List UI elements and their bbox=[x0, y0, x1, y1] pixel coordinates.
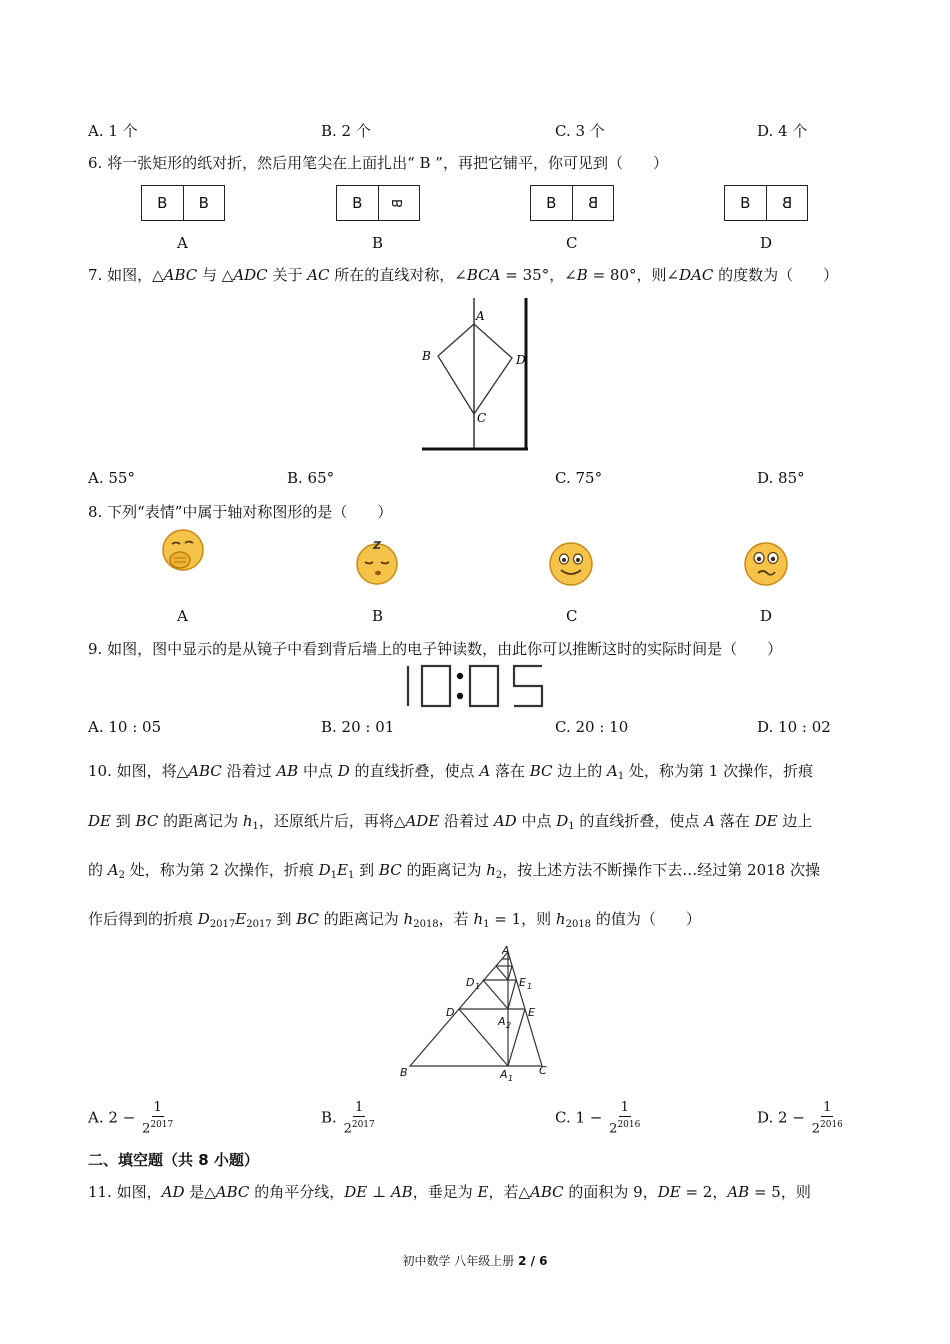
q10-option-a-den bbox=[142, 1117, 173, 1137]
q10-l3-e1: E bbox=[337, 861, 348, 879]
q11-ab: AB bbox=[390, 1183, 413, 1201]
q6-figure-c bbox=[530, 185, 614, 221]
q6-figure-b bbox=[336, 185, 420, 221]
q10-l3-a: 的 bbox=[88, 861, 108, 879]
q9-option-c: C. 20 : 10 bbox=[555, 718, 629, 736]
q10-l2-n: 的直线折叠，使点 bbox=[574, 812, 705, 830]
q10-option-b-exp: 2017 bbox=[351, 1120, 375, 1130]
q10-l3-bc: BC bbox=[378, 861, 402, 879]
q11-a: 11. 如图， bbox=[88, 1183, 162, 1201]
q10-l3-h-sub: 2 bbox=[495, 870, 503, 881]
q10-option-a-label: A. bbox=[88, 1108, 104, 1127]
q10-line-ea1 bbox=[508, 1009, 525, 1066]
q10-l4-bc: BC bbox=[296, 910, 319, 928]
q10-option-c-fraction bbox=[609, 1100, 640, 1137]
q10-l2-b: 到 bbox=[110, 812, 136, 830]
q6-label-a: A bbox=[177, 234, 188, 252]
q7-text-1: 7. 如图，△ bbox=[88, 266, 164, 284]
q10-option-c-num: 1 bbox=[620, 1100, 629, 1115]
q6-labels bbox=[0, 234, 950, 256]
q6-d-right-letter: B bbox=[781, 194, 792, 212]
q7-text-3: 关于 bbox=[267, 266, 308, 284]
q5-option-d: D. 4 个 bbox=[757, 122, 808, 140]
q7-abc: ABC bbox=[163, 266, 198, 284]
q10-l2-p: 落在 bbox=[715, 812, 755, 830]
q10-l2-h-sub: 1 bbox=[252, 821, 259, 832]
q6-label-d: D bbox=[760, 234, 773, 252]
q10-l3-h: h bbox=[486, 861, 496, 879]
q7-b: B bbox=[576, 266, 588, 284]
q9-mirror-clock bbox=[402, 662, 548, 710]
q10-figure bbox=[396, 946, 556, 1084]
q10-option-a bbox=[88, 1100, 175, 1137]
q10-line-3 bbox=[88, 859, 820, 881]
q10-option-b-label: B. bbox=[321, 1108, 337, 1127]
q10-option-c-label: C. bbox=[555, 1108, 571, 1127]
q10-l1-n: 处，称为第 1 次操作，折痕 bbox=[624, 762, 814, 780]
q10-option-b-base: 2 bbox=[343, 1121, 352, 1137]
q10-label-a2: A bbox=[498, 1015, 506, 1028]
q10-option-d-num: 1 bbox=[823, 1100, 832, 1115]
q11-ab2: AB bbox=[727, 1183, 750, 1201]
q6-b-left-letter: B bbox=[352, 194, 363, 212]
q10-label-e1-sub: 1 bbox=[527, 982, 533, 991]
q10-option-a-lead: 2 − bbox=[108, 1108, 136, 1127]
q10-l1-ab: AB bbox=[276, 762, 299, 780]
q10-option-b-num: 1 bbox=[355, 1100, 364, 1115]
q6-figure-d bbox=[724, 185, 808, 221]
q10-l3-k: 的距离记为 bbox=[401, 861, 487, 879]
q8-label-b: B bbox=[372, 607, 384, 625]
q8-emoji-c-icon bbox=[547, 540, 595, 588]
q11-abc: ABC bbox=[215, 1183, 250, 1201]
q7-ac: AC bbox=[307, 266, 330, 284]
q10-l4-d-sub: 2017 bbox=[209, 919, 236, 930]
q10-l4-d: D bbox=[197, 910, 210, 928]
q10-option-d-fraction bbox=[812, 1100, 843, 1137]
q7-option-c: C. 75° bbox=[555, 469, 603, 487]
q9-option-b: B. 20 : 01 bbox=[321, 718, 395, 736]
q10-l4-e: E bbox=[235, 910, 247, 928]
q10-option-d bbox=[757, 1100, 845, 1137]
q10-option-c-lead: 1 − bbox=[575, 1108, 603, 1127]
footer-text: 初中数学 八年级上册 bbox=[402, 1254, 519, 1268]
q10-l3-d1-sub: 1 bbox=[330, 870, 338, 881]
q11-de: DE bbox=[344, 1183, 368, 1201]
q6-c-left-letter: B bbox=[546, 194, 557, 212]
q10-l3-d1: D bbox=[318, 861, 331, 879]
q10-l2-r: 边上 bbox=[777, 812, 813, 830]
q10-label-e: E bbox=[528, 1006, 535, 1019]
q10-l4-h-text: 的距离记为 bbox=[319, 910, 404, 928]
q10-l4-h1: h bbox=[473, 910, 484, 928]
q11-o: = 2， bbox=[680, 1183, 728, 1201]
q10-option-d-base: 2 bbox=[811, 1121, 820, 1137]
q5-option-a: A. 1 个 bbox=[88, 122, 138, 140]
q10-label-d1-sub: 1 bbox=[475, 982, 481, 991]
q7-adc: ADC bbox=[233, 266, 268, 284]
q5-option-c: C. 3 个 bbox=[555, 122, 605, 140]
q7-text-5: = 35°，∠ bbox=[500, 266, 577, 284]
q10-l2-h: h bbox=[242, 812, 253, 830]
q10-label-e1: E bbox=[519, 976, 526, 989]
q6-label-c: C bbox=[566, 234, 578, 252]
q10-option-b-den bbox=[344, 1117, 375, 1137]
q10-label-c: C bbox=[539, 1064, 547, 1077]
q11-c: 是△ bbox=[184, 1183, 216, 1201]
q11-e-pt: E bbox=[477, 1183, 489, 1201]
q7-options bbox=[0, 469, 950, 491]
q10-option-c bbox=[555, 1100, 642, 1137]
q10-label-a1-sub: 1 bbox=[508, 1074, 514, 1083]
q10-label-d: D bbox=[446, 1006, 455, 1019]
q10-l4-h1-sub: 1 bbox=[483, 919, 490, 930]
q10-line-4 bbox=[88, 908, 701, 930]
q10-l1-d: D bbox=[337, 762, 350, 780]
q7-label-c: C bbox=[477, 411, 487, 425]
q10-l1-g: 的直线折叠，使点 bbox=[349, 762, 480, 780]
q10-l2-ade: ADE bbox=[405, 812, 440, 830]
q10-label-d1: D bbox=[466, 976, 475, 989]
q7-text-6: = 80°，则∠ bbox=[587, 266, 680, 284]
q11-abc2: ABC bbox=[529, 1183, 564, 1201]
q10-line-e1a2 bbox=[508, 980, 516, 1009]
q8-emoji-b-icon bbox=[352, 538, 402, 586]
q10-l1-a1-sub: 1 bbox=[617, 771, 625, 782]
q10-l4-q: 的值为（ ） bbox=[591, 910, 701, 928]
q7-label-a: A bbox=[476, 309, 485, 323]
q10-l3-d: 处，称为第 2 次操作，折痕 bbox=[125, 861, 319, 879]
q11-perp: ⊥ bbox=[367, 1183, 391, 1201]
q10-l1-a: 10. 如图，将△ bbox=[88, 762, 189, 780]
q10-l2-de2: DE bbox=[754, 812, 778, 830]
q10-line-2 bbox=[88, 810, 812, 832]
q7-label-b: B bbox=[422, 349, 431, 363]
q10-l2-ad: AD bbox=[493, 812, 517, 830]
q7-text-2: 与 △ bbox=[197, 266, 234, 284]
q8-label-d: D bbox=[760, 607, 773, 625]
q8-label-a: A bbox=[177, 607, 188, 625]
q11-question bbox=[88, 1181, 811, 1202]
q6-label-b: B bbox=[372, 234, 384, 252]
q11-m: 的面积为 9， bbox=[563, 1183, 658, 1201]
q10-l4-n: = 1，则 bbox=[489, 910, 556, 928]
q6-a-left-letter: B bbox=[157, 194, 168, 212]
q7-option-d: D. 85° bbox=[757, 469, 805, 487]
q11-e: 的角平分线， bbox=[249, 1183, 345, 1201]
q10-option-d-label: D. bbox=[757, 1108, 774, 1127]
q10-l2-d: 的距离记为 bbox=[158, 812, 243, 830]
q10-label-a2-sub: 2 bbox=[506, 1021, 512, 1030]
q10-option-b-fraction bbox=[344, 1100, 375, 1137]
q10-l4-h2018b: h bbox=[555, 910, 566, 928]
q10-label-b: B bbox=[400, 1066, 408, 1079]
q10-label-a1: A bbox=[500, 1068, 508, 1081]
q10-l2-a: A bbox=[704, 812, 716, 830]
q6-question: 6. 将一张矩形的纸对折，然后用笔尖在上面扎出“ B ”，再把它铺平，你可见到（ ） bbox=[88, 154, 668, 172]
q7-question bbox=[88, 264, 838, 285]
q10-option-a-base: 2 bbox=[142, 1121, 151, 1137]
q7-text-4: 所在的直线对称，∠ bbox=[329, 266, 467, 284]
q10-l2-bc: BC bbox=[135, 812, 159, 830]
q11-de2: DE bbox=[657, 1183, 681, 1201]
q6-a-right-letter: B bbox=[198, 194, 209, 212]
q10-l4-k: ，若 bbox=[438, 910, 474, 928]
q10-l2-d1-sub: 1 bbox=[568, 821, 575, 832]
q8-question: 8. 下列“表情”中属于轴对称图形的是（ ） bbox=[88, 503, 393, 521]
q8-emoji-d-icon bbox=[741, 540, 791, 588]
q10-l3-n: ，按上述方法不断操作下去…经过第 2018 次操 bbox=[502, 861, 820, 879]
q10-l2-k: 中点 bbox=[516, 812, 557, 830]
q7-figure bbox=[418, 298, 534, 454]
q10-l1-e: 中点 bbox=[298, 762, 338, 780]
q10-option-c-den bbox=[609, 1117, 640, 1137]
q10-option-b bbox=[321, 1100, 377, 1137]
q11-k: ，若△ bbox=[488, 1183, 530, 1201]
q10-l1-i: 落在 bbox=[490, 762, 530, 780]
q10-l3-i: 到 bbox=[354, 861, 379, 879]
q10-l3-e1-sub: 1 bbox=[347, 870, 355, 881]
q10-l3-a2: A bbox=[107, 861, 119, 879]
q8-emoji-a-icon bbox=[160, 528, 206, 574]
q11-q: = 5，则 bbox=[749, 1183, 811, 1201]
q7-text-7: 的度数为（ ） bbox=[713, 266, 839, 284]
page-number: 2 / 6 bbox=[518, 1254, 548, 1268]
q6-d-left-letter: B bbox=[740, 194, 751, 212]
q10-l1-c: 沿着过 bbox=[221, 762, 277, 780]
q10-option-a-exp: 2017 bbox=[150, 1120, 174, 1130]
q10-l2-d1: D bbox=[556, 812, 569, 830]
q5-option-b: B. 2 个 bbox=[321, 122, 371, 140]
q11-i: ，垂足为 bbox=[412, 1183, 478, 1201]
q7-bca: BCA bbox=[466, 266, 501, 284]
q7-option-a: A. 55° bbox=[88, 469, 135, 487]
q10-line-1 bbox=[88, 760, 813, 782]
q6-c-right-letter: B bbox=[587, 194, 598, 212]
q7-option-b: B. 65° bbox=[287, 469, 335, 487]
q10-l1-k: 边上的 bbox=[552, 762, 608, 780]
q10-label-a: A bbox=[502, 946, 510, 957]
q10-l1-bc: BC bbox=[529, 762, 553, 780]
q7-label-d: D bbox=[516, 353, 526, 367]
q6-figure-a bbox=[141, 185, 225, 221]
q10-option-d-den bbox=[812, 1117, 843, 1137]
q9-options bbox=[0, 718, 950, 740]
q10-l4-e-sub: 2017 bbox=[246, 919, 272, 930]
q10-l2-i: 沿着过 bbox=[439, 812, 494, 830]
q11-ad: AD bbox=[161, 1183, 185, 1201]
q10-l2-g: ，还原纸片后，再将△ bbox=[258, 812, 406, 830]
q10-l4-a: 作后得到的折痕 bbox=[88, 910, 198, 928]
q6-b-right-letter: B bbox=[391, 198, 407, 208]
q10-option-d-lead: 2 − bbox=[778, 1108, 805, 1127]
q10-l1-a1: A bbox=[607, 762, 618, 780]
q9-question: 9. 如图，图中显示的是从镜子中看到背后墙上的电子钟读数，由此你可以推断这时的实际时间是（ ） bbox=[88, 640, 783, 658]
q10-l4-h2018-sub: 2018 bbox=[413, 919, 439, 930]
q10-option-d-exp: 2016 bbox=[820, 1120, 843, 1130]
q10-l4-h2018b-sub: 2018 bbox=[565, 919, 592, 930]
q10-l4-f: 到 bbox=[271, 910, 297, 928]
q10-l3-a2-sub: 2 bbox=[118, 870, 125, 881]
q7-dac: DAC bbox=[679, 266, 714, 284]
q5-options bbox=[0, 120, 950, 142]
q10-l1-a-pt: A bbox=[479, 762, 491, 780]
q10-option-a-fraction bbox=[142, 1100, 173, 1137]
q8-label-c: C bbox=[566, 607, 578, 625]
q10-option-c-base: 2 bbox=[609, 1121, 618, 1137]
q10-l4-h2018: h bbox=[403, 910, 414, 928]
q9-option-a: A. 10 : 05 bbox=[88, 718, 162, 736]
q10-option-c-exp: 2016 bbox=[617, 1120, 641, 1130]
q10-l1-abc: ABC bbox=[188, 762, 222, 780]
q9-option-d: D. 10 : 02 bbox=[757, 718, 831, 736]
page-footer bbox=[0, 1252, 950, 1269]
section-heading: 二、填空题（共 8 小题） bbox=[88, 1151, 259, 1169]
q10-option-a-num: 1 bbox=[153, 1100, 162, 1115]
q10-l2-de: DE bbox=[88, 812, 111, 830]
q10-line-d1a2 bbox=[483, 980, 508, 1009]
q7-kite bbox=[438, 324, 512, 414]
q8-labels bbox=[0, 607, 950, 629]
